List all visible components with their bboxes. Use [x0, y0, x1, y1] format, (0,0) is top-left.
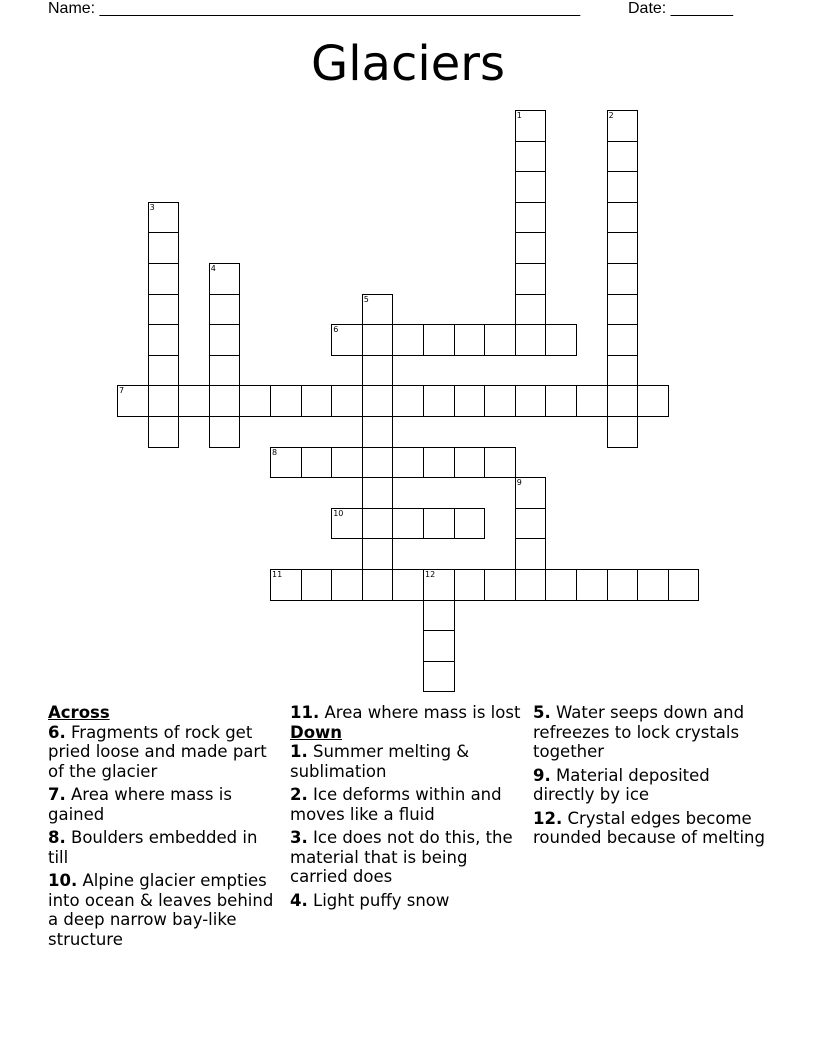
grid-cell[interactable] — [331, 569, 363, 601]
cell-number: 1 — [516, 111, 522, 120]
page-title: Glaciers — [311, 36, 505, 92]
clue-across-8 — [48, 828, 280, 867]
grid-cell[interactable] — [515, 294, 547, 326]
clue-number: 11. — [290, 703, 320, 722]
grid-cell[interactable] — [362, 416, 394, 448]
clue-down-12 — [533, 809, 769, 848]
grid-cell[interactable] — [423, 630, 455, 662]
grid-cell[interactable] — [148, 232, 180, 264]
grid-cell[interactable] — [331, 385, 363, 417]
date-field-label: Date: _______ — [628, 0, 733, 17]
grid-cell[interactable] — [607, 263, 639, 295]
cell-number: 11 — [272, 570, 283, 579]
cell-number: 2 — [608, 111, 614, 120]
clue-down-4 — [290, 891, 526, 911]
clue-text: Boulders embedded in till — [48, 828, 258, 867]
grid-cell[interactable] — [148, 385, 180, 417]
clue-text: Area where mass is gained — [48, 785, 232, 824]
grid-cell[interactable] — [362, 477, 394, 509]
grid-cell[interactable] — [178, 385, 210, 417]
cell-number: 8 — [272, 447, 278, 457]
grid-cell[interactable] — [148, 294, 180, 326]
grid-cell[interactable] — [209, 355, 241, 387]
grid-cell[interactable] — [423, 385, 455, 417]
clue-text: Water seeps down and refreezes to lock crystals together — [533, 703, 745, 761]
grid-cell[interactable] — [454, 569, 486, 601]
clue-down-9 — [533, 766, 769, 805]
clue-column-3 — [533, 703, 769, 852]
grid-cell[interactable] — [454, 385, 486, 417]
grid-cell[interactable] — [576, 385, 608, 417]
clue-number: 9. — [533, 765, 551, 785]
grid-cell[interactable] — [148, 355, 180, 387]
across-heading: Across — [48, 703, 110, 722]
grid-cell[interactable] — [607, 355, 639, 387]
grid-cell[interactable] — [148, 324, 180, 356]
grid-cell[interactable] — [515, 171, 547, 203]
grid-cell[interactable] — [392, 324, 424, 356]
grid-cell[interactable] — [148, 202, 180, 234]
clue-down-2 — [290, 785, 526, 824]
grid-cell[interactable] — [515, 508, 547, 540]
cell-number: 10 — [333, 508, 344, 518]
grid-cell[interactable] — [392, 385, 424, 417]
clue-column-2 — [290, 703, 526, 914]
grid-cell[interactable] — [607, 324, 639, 356]
grid-cell[interactable] — [607, 294, 639, 326]
clue-across-10 — [48, 871, 280, 949]
grid-cell[interactable] — [454, 508, 486, 540]
grid-cell[interactable] — [362, 385, 394, 417]
clue-number: 7. — [48, 785, 66, 804]
clue-number: 12. — [533, 808, 563, 828]
grid-cell[interactable] — [362, 324, 394, 356]
grid-cell[interactable] — [515, 324, 547, 356]
grid-cell[interactable] — [392, 447, 424, 479]
clue-text: Light puffy snow — [313, 890, 450, 910]
grid-cell[interactable] — [301, 447, 333, 479]
grid-cell[interactable] — [392, 508, 424, 540]
clue-down-3 — [290, 828, 526, 887]
grid-cell[interactable] — [209, 416, 241, 448]
grid-cell[interactable] — [148, 416, 180, 448]
clue-number: 5. — [533, 703, 551, 722]
grid-cell[interactable] — [331, 508, 363, 540]
cell-number: 6 — [333, 325, 339, 335]
grid-cell[interactable] — [515, 477, 547, 509]
grid-cell[interactable] — [637, 569, 669, 601]
grid-cell[interactable] — [637, 385, 669, 417]
grid-cell[interactable] — [484, 385, 516, 417]
grid-cell[interactable] — [301, 385, 333, 417]
grid-cell[interactable] — [515, 538, 547, 570]
grid-cell[interactable] — [270, 385, 302, 417]
clue-number: 4. — [290, 890, 308, 910]
clue-down-1 — [290, 742, 526, 781]
grid-cell[interactable] — [423, 324, 455, 356]
grid-cell[interactable] — [392, 569, 424, 601]
clue-text: Area where mass is lost — [324, 703, 521, 722]
grid-cell[interactable] — [423, 569, 455, 601]
cell-number: 3 — [149, 202, 155, 212]
grid-cell[interactable] — [423, 508, 455, 540]
clue-number: 3. — [290, 828, 308, 847]
grid-cell[interactable] — [454, 324, 486, 356]
grid-cell[interactable] — [209, 324, 241, 356]
grid-cell[interactable] — [607, 141, 639, 173]
grid-cell[interactable] — [148, 263, 180, 295]
cell-number: 4 — [210, 264, 216, 273]
grid-cell[interactable] — [545, 324, 577, 356]
grid-cell[interactable] — [484, 324, 516, 356]
clue-number: 8. — [48, 828, 66, 847]
grid-cell[interactable] — [545, 569, 577, 601]
grid-cell[interactable] — [270, 447, 302, 479]
clue-down-5 — [533, 703, 769, 762]
grid-cell[interactable] — [209, 263, 241, 295]
cell-number: 5 — [363, 294, 369, 304]
clue-number: 1. — [290, 742, 308, 761]
name-field-label: Name: ______________________________________________________ — [48, 0, 581, 17]
cell-number: 7 — [119, 386, 125, 396]
clue-across-7 — [48, 785, 280, 824]
grid-cell[interactable] — [423, 661, 455, 693]
grid-cell[interactable] — [515, 569, 547, 601]
grid-cell[interactable] — [607, 110, 639, 142]
clue-across-11 — [290, 703, 526, 723]
grid-cell[interactable] — [607, 232, 639, 264]
grid-cell[interactable] — [515, 202, 547, 234]
grid-cell[interactable] — [515, 141, 547, 173]
clue-across-6 — [48, 723, 280, 782]
grid-cell[interactable] — [607, 202, 639, 234]
clue-text: Summer melting & sublimation — [290, 742, 470, 781]
grid-cell[interactable] — [423, 600, 455, 632]
clue-text: Alpine glacier empties into ocean & leaves behind a deep narrow bay-like structure — [48, 871, 274, 949]
grid-cell[interactable] — [515, 110, 547, 142]
clue-text: Ice does not do this, the material that is being carried does — [290, 828, 513, 886]
grid-cell[interactable] — [423, 447, 455, 479]
clue-number: 6. — [48, 722, 66, 742]
clue-number: 2. — [290, 785, 308, 804]
clue-number: 10. — [48, 871, 78, 890]
grid-cell[interactable] — [362, 569, 394, 601]
grid-cell[interactable] — [607, 171, 639, 203]
down-heading: Down — [290, 722, 343, 742]
grid-cell[interactable] — [301, 569, 333, 601]
grid-cell[interactable] — [362, 538, 394, 570]
grid-cell[interactable] — [607, 385, 639, 417]
grid-cell[interactable] — [515, 232, 547, 264]
clue-text: Ice deforms within and moves like a fluid — [290, 785, 502, 824]
grid-cell[interactable] — [484, 569, 516, 601]
grid-cell[interactable] — [607, 416, 639, 448]
grid-cell[interactable] — [209, 385, 241, 417]
grid-cell[interactable] — [362, 447, 394, 479]
grid-cell[interactable] — [607, 569, 639, 601]
grid-cell[interactable] — [239, 385, 271, 417]
grid-cell[interactable] — [362, 355, 394, 387]
grid-cell[interactable] — [576, 569, 608, 601]
clue-text: Fragments of rock get pried loose and made part of the glacier — [48, 722, 267, 781]
grid-cell[interactable] — [362, 508, 394, 540]
grid-cell[interactable] — [454, 447, 486, 479]
grid-cell[interactable] — [515, 385, 547, 417]
grid-cell[interactable] — [545, 385, 577, 417]
grid-cell[interactable] — [270, 569, 302, 601]
grid-cell[interactable] — [331, 324, 363, 356]
clue-text: Crystal edges become rounded because of melting — [533, 808, 765, 847]
grid-cell[interactable] — [117, 385, 149, 417]
cell-number: 12 — [425, 570, 436, 579]
grid-cell[interactable] — [362, 294, 394, 326]
grid-cell[interactable] — [484, 447, 516, 479]
cell-number: 9 — [516, 478, 522, 488]
grid-cell[interactable] — [515, 263, 547, 295]
grid-cell[interactable] — [668, 569, 700, 601]
clue-column-1 — [48, 703, 280, 953]
grid-cell[interactable] — [331, 447, 363, 479]
clue-text: Material deposited directly by ice — [533, 765, 710, 804]
grid-cell[interactable] — [209, 294, 241, 326]
